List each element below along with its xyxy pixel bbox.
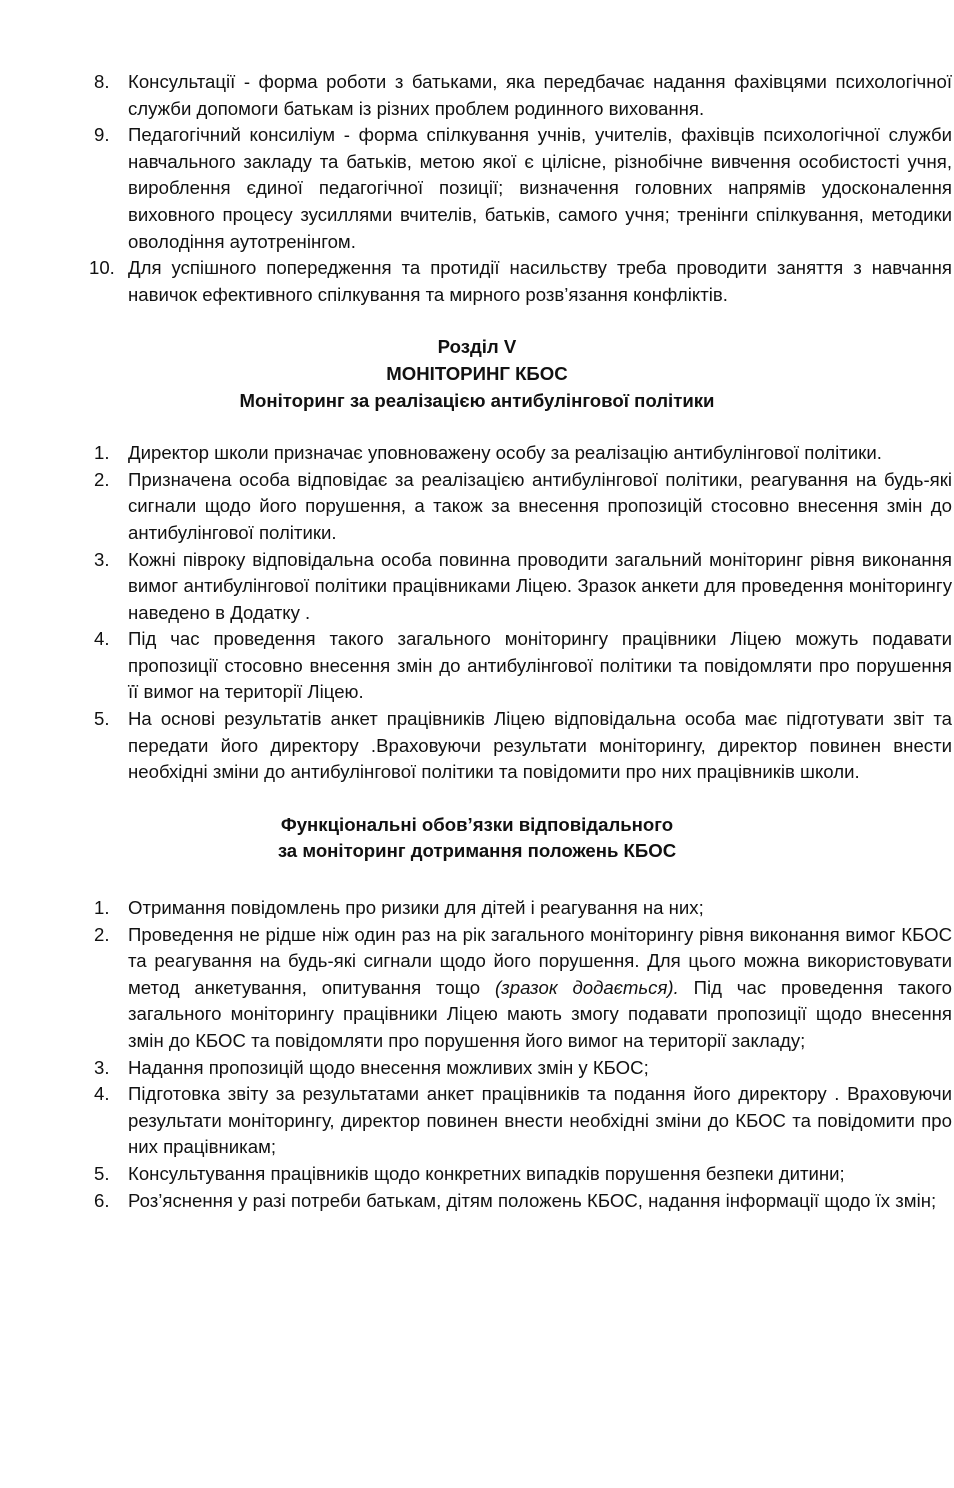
list-item-text: Отримання повідомлень про ризики для дітей і реагування на них; [128,897,704,919]
list-item-number: 1. [94,442,110,464]
list-item-number: 2. [94,468,110,490]
list-item-text: Проведення не рідше ніж один раз на рік загального моніторингу рівня виконання вимог КБОС та реагування на будь-які сигнали щодо його порушення. Для цього можна використовувати метод анкетування, опитування тощо [128,923,952,998]
list-item [94,467,952,547]
list-item-italic-note: (зразок додається). [494,976,679,998]
list-item-number: 5. [94,708,110,730]
section-title: МОНІТОРИНГ КБОС [386,362,568,384]
list-item-number: 5. [94,1162,110,1184]
list-item-text: Надання пропозицій щодо внесення можливих змін у КБОС; [128,1056,649,1078]
list-item [94,122,952,255]
list-top [0,69,954,308]
list-item-text: Для успішного попередження та протидії насильству треба проводити заняття з навчання навичок ефективного спілкування та мирного розв’язання конфліктів. [128,257,952,305]
list-item [94,547,952,627]
list-item-text: На основі результатів анкет працівників Ліцею відповідальна особа має підготувати звіт та передати його директору .Враховуючи результати моніторингу, директор повинен внести необхідні зміни до антибулінгової політики та повідомити про них працівників школи. [128,708,952,783]
duties-title-line2: за моніторинг дотримання положень КБОС [277,840,677,862]
list-item-number: 9. [94,124,110,146]
list-item-text: Підготовка звіту за результатами анкет працівників та подання його директору . Враховуючи результати моніторингу, директор повинен внести необхідні зміни до КБОС та повідомити про них працівникам; [128,1083,952,1158]
list-item-number: 2. [94,923,110,945]
list-item [89,255,952,308]
list-duties [0,895,954,1214]
list-item-number: 3. [94,1056,110,1078]
list-item-text: Призначена особа відповідає за реалізацією антибулінгової політики, реагування на будь-які сигнали щодо його порушення, а також за внесення пропозицій стосовно внесення змін до антибулінгової політики. [128,468,952,543]
list-item [94,626,952,706]
list-item-number: 3. [94,548,110,570]
list-item-text: Консультування працівників щодо конкретних випадків порушення безпеки дитини; [128,1162,845,1184]
list-item-number: 1. [94,897,110,919]
list-monitoring [0,440,954,786]
list-item [94,1055,952,1082]
list-item-text: Кожні півроку відповідальна особа повинна проводити загальний моніторинг рівня виконання вимог антибулінгової політики працівниками Ліцею. Зразок анкети для проведення моніторингу наведено в Додатку . [128,548,952,623]
list-item-number: 8. [94,71,110,92]
list-item-text: Під час проведення такого загального моніторингу працівники Ліцею можуть подавати пропозиції стосовно внесення змін до антибулінгової політики та повідомляти про порушення її вимог на території Ліцею. [128,628,952,703]
list-item [94,706,952,786]
list-item-number: 6. [94,1189,110,1211]
duties-heading [0,812,954,865]
list-item [94,895,952,922]
list-item-text: Директор школи призначає уповноважену особу за реалізацію антибулінгової політики. [128,442,882,464]
duties-title-line1: Функціональні обов’язки відповідального [280,813,674,835]
list-item-number: 10. [89,257,115,279]
list-item-number: 4. [94,1083,110,1105]
section-v-heading [0,334,954,414]
section-subtitle: Моніторинг за реалізацією антибулінгової політики [239,389,715,411]
list-item [94,440,952,467]
list-item-text-continued: Під час проведення такого загального моніторингу працівники Ліцею мають змогу подавати пропозиції щодо внесення змін до КБОС та повідомляти про порушення його вимог на території закладу; [128,976,952,1051]
list-item-text: Педагогічний консиліум - форма спілкування учнів, учителів, фахівців психологічної служби навчального закладу та батьків, метою якої є цілісне, різнобічне вивчення особистості учня, вироблення єдиної педагогічної позиції; визначення головних напрямів удосконалення виховного процесу зусиллями вчителів, батьків, самого учня; тренінги спілкування, методики оволодіння аутотренінгом. [128,124,952,252]
list-item [94,1081,952,1161]
list-item-number: 4. [94,628,110,650]
section-number: Розділ V [437,336,517,358]
list-item [94,69,952,122]
list-item [94,922,952,1055]
list-item-text: Роз’яснення у разі потреби батькам, дітям положень КБОС, надання інформації щодо їх змін; [128,1189,937,1211]
list-item [94,1161,952,1188]
list-item [94,1188,952,1215]
list-item-text: Консультації - форма роботи з батьками, яка передбачає надання фахівцями психологічної служби допомоги батькам із різних проблем родинного виховання. [128,71,952,119]
